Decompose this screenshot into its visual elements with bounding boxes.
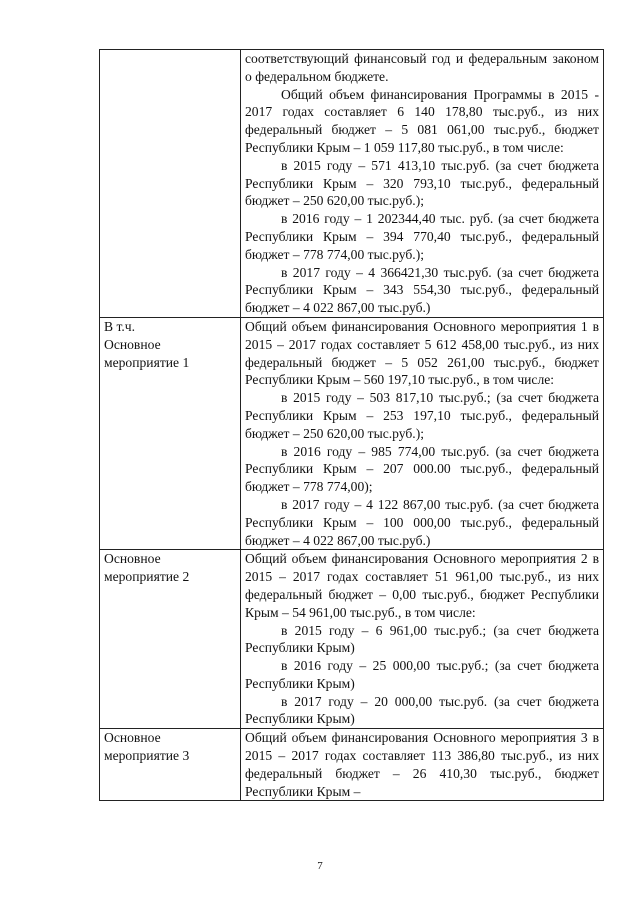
row-content-cell [241,317,604,549]
financing-paragraph: в 2017 году – 4 366421,30 тыс.руб. (за счет бюджета Республики Крым – 343 554,30 тыс.руб., федеральный бюджет – 4 022 867,00 тыс.руб.) [245,264,599,316]
row-label-cell [100,729,241,801]
row-content-cell [241,550,604,729]
row-content-cell [241,50,604,318]
table-row [100,550,604,729]
table-row [100,50,604,318]
row-label-cell [100,550,241,729]
financing-paragraph: в 2015 году – 503 817,10 тыс.руб.; (за счет бюджета Республики Крым – 253 197,10 тыс.руб., федеральный бюджет – 250 620,00 тыс.руб.); [245,390,599,441]
page-number: 7 [317,860,323,872]
financing-paragraph: Общий объем финансирования Основного мероприятия 3 в 2015 – 2017 годах составляет 113 386,80 тыс.руб., из них федеральный бюджет – 26 410,30 тыс.руб., бюджет Республики Крым – [245,730,599,799]
row-label: Основное мероприятие 2 [104,551,190,585]
financing-paragraph: Общий объем финансирования Основного мероприятия 1 в 2015 – 2017 годах составляет 5 612 458,00 тыс.руб., из них федеральный бюджет – 5 052 261,00 тыс.руб., бюджет Республики Крым – 560 197,10 тыс.руб., в том числе: [245,318,599,388]
financing-paragraph: в 2015 году – 571 413,10 тыс.руб. (за счет бюджета Республики Крым – 320 793,10 тыс.руб., федеральный бюджет – 250 620,00 тыс.руб.); [245,157,599,209]
financing-paragraph: в 2015 году – 6 961,00 тыс.руб.; (за счет бюджета Республики Крым) [245,622,599,656]
table-row [100,729,604,801]
row-content-cell [241,729,604,801]
row-label: В т.ч. [104,318,136,334]
financing-paragraph: в 2016 году – 25 000,00 тыс.руб.; (за счет бюджета Республики Крым) [245,658,599,691]
row-label: Основное мероприятие 1 [104,336,190,370]
row-label: Основное мероприятие 3 [104,730,190,764]
financing-paragraph: в 2017 году – 20 000,00 тыс.руб. (за счет бюджета Республики Крым) [245,693,599,727]
financing-paragraph: Общий объем финансирования Программы в 2015 - 2017 годах составляет 6 140 178,80 тыс.руб., из них федеральный бюджет – 5 081 061,00 тыс.руб., бюджет Республики Крым – 1 059 117,80 тыс.руб., в том числе: [245,86,599,155]
financing-paragraph: в 2016 году – 985 774,00 тыс.руб. (за счет бюджета Республики Крым – 207 000.00 тыс.руб., федеральный бюджет – 778 774,00); [245,443,599,495]
table-row [100,317,604,549]
financing-paragraph: соответствующий финансовый год и федеральным законом о федеральном бюджете. [245,51,599,84]
row-label-cell [100,317,241,549]
row-label-cell [100,50,241,318]
financing-paragraph: Общий объем финансирования Основного мероприятия 2 в 2015 – 2017 годах составляет 51 961,00 тыс.руб., из них федеральный бюджет – 0,00 тыс.руб., бюджет Республики Крым – 54 961,00 тыс.руб., в том числе: [245,551,599,620]
financing-paragraph: в 2016 году – 1 202344,40 тыс. руб. (за счет бюджета Республики Крым – 394 770,40 тыс.руб., федеральный бюджет – 778 774,00 тыс.руб.); [245,211,599,262]
financing-table-body [100,50,604,801]
financing-table [99,49,604,801]
financing-paragraph: в 2017 году – 4 122 867,00 тыс.руб. (за счет бюджета Республики Крым – 100 000,00 тыс.руб., федеральный бюджет – 4 022 867,00 тыс.руб.) [245,496,599,548]
